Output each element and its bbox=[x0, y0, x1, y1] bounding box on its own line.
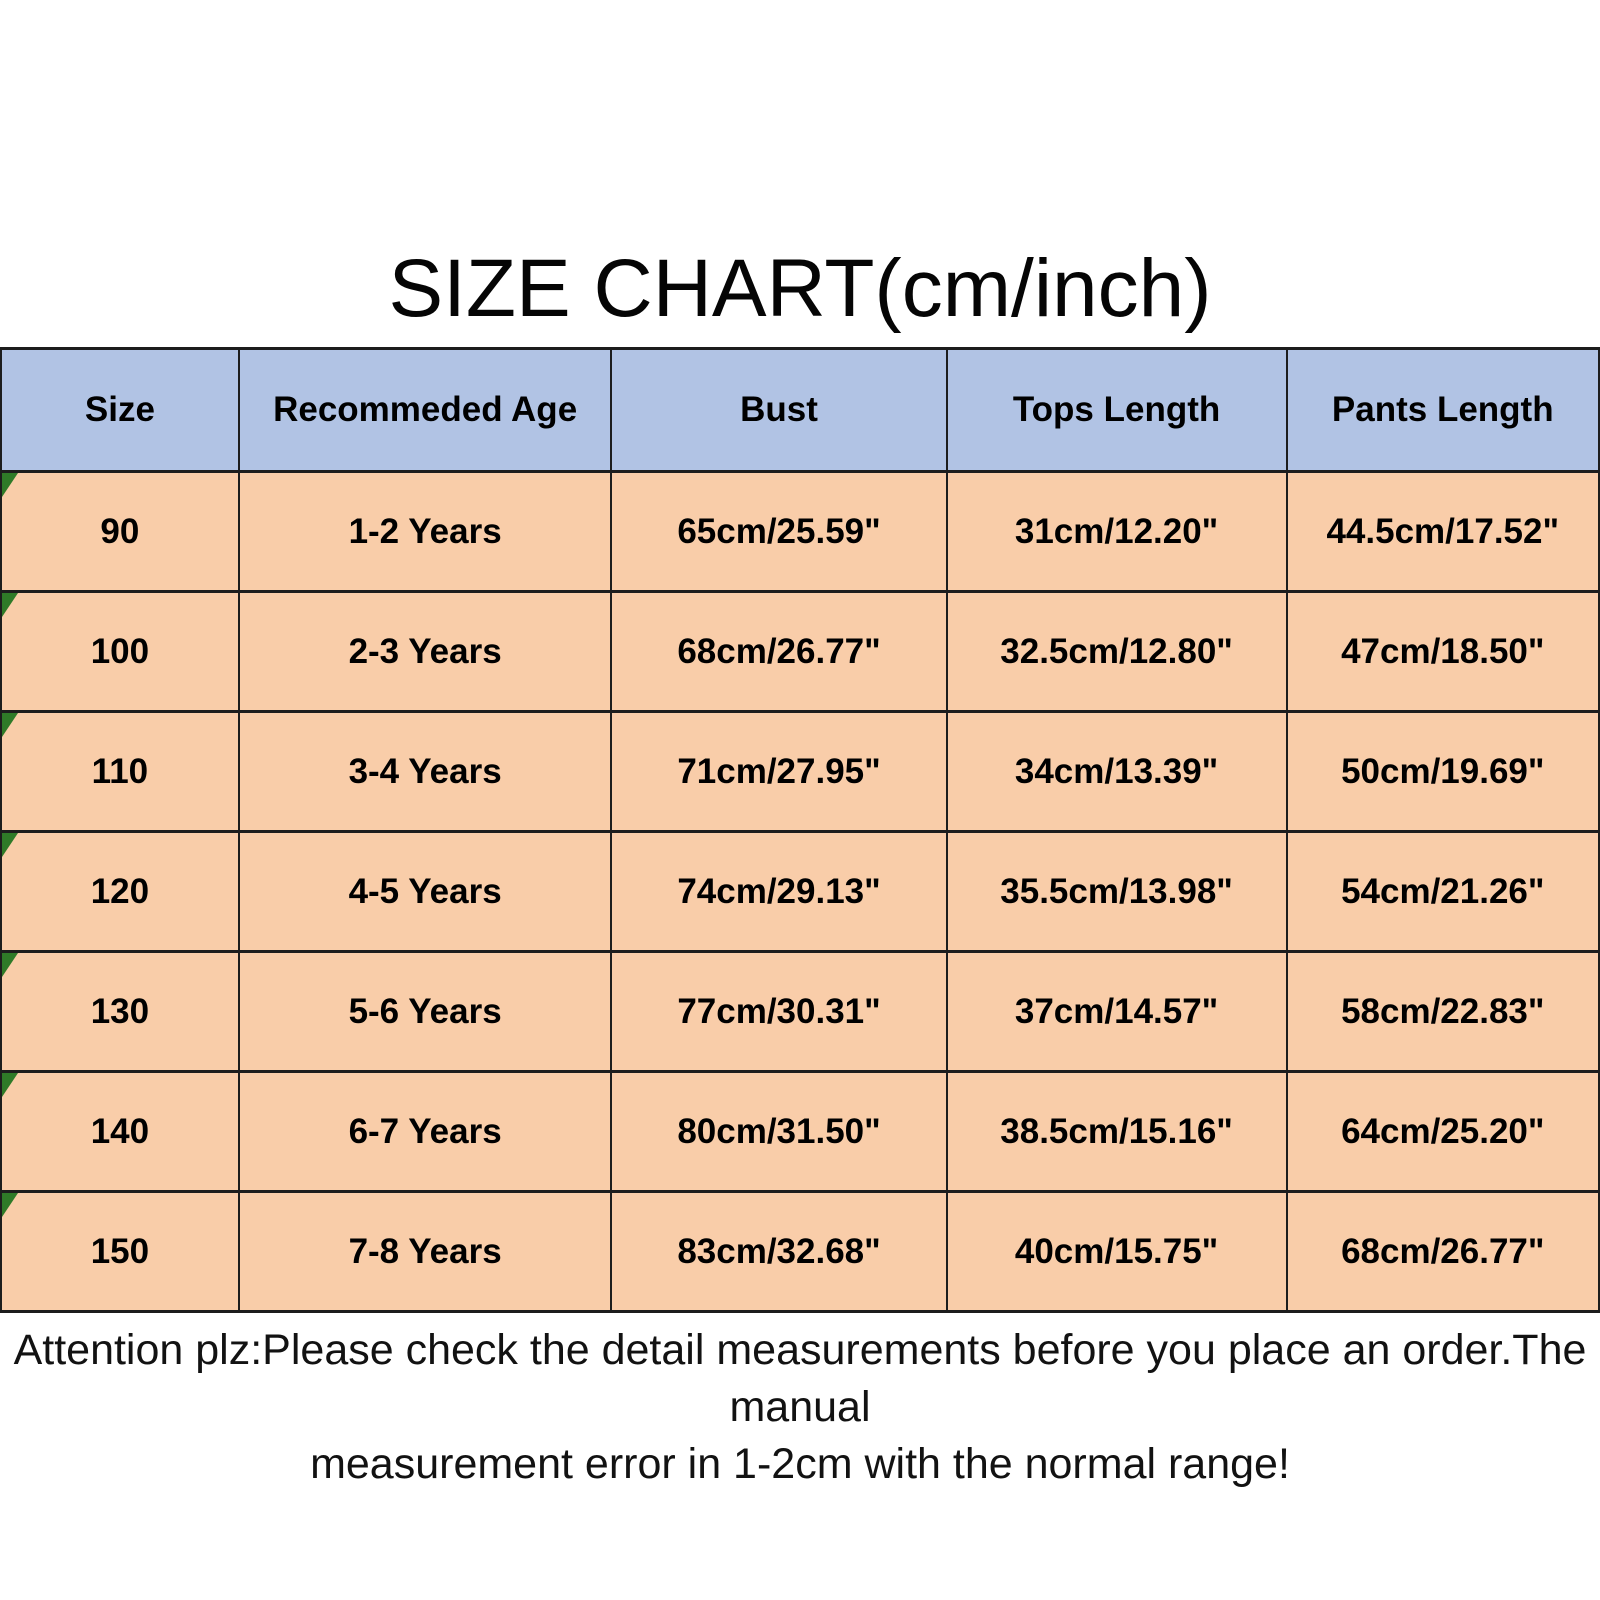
table-cell: 150 bbox=[2, 1193, 240, 1310]
table-header-row bbox=[2, 350, 1598, 470]
table-cell: 1-2 Years bbox=[240, 473, 613, 590]
column-header-age: Recommeded Age bbox=[240, 350, 613, 470]
table-cell: 40cm/15.75" bbox=[948, 1193, 1288, 1310]
table-cell: 47cm/18.50" bbox=[1341, 631, 1545, 671]
table-cell: 50cm/19.69" bbox=[1341, 751, 1545, 791]
table-cell: 64cm/25.20" bbox=[1341, 1111, 1545, 1151]
table-cell: 58cm/22.83" bbox=[1341, 991, 1545, 1031]
attention-note bbox=[0, 1322, 1600, 1492]
table-cell: 68cm/26.77" bbox=[612, 593, 947, 710]
size-table-body bbox=[2, 470, 1598, 1310]
table-cell: 38.5cm/15.16" bbox=[948, 1073, 1288, 1190]
table-row bbox=[2, 470, 1598, 590]
attention-note-line1: Attention plz:Please check the detail measurements before you place an order.The manual bbox=[13, 1326, 1587, 1431]
table-cell: 54cm/21.26" bbox=[1341, 871, 1545, 911]
table-cell: 4-5 Years bbox=[240, 833, 613, 950]
table-cell: 80cm/31.50" bbox=[612, 1073, 947, 1190]
table-row bbox=[2, 1070, 1598, 1190]
table-cell: 90 bbox=[2, 473, 240, 590]
table-cell: 7-8 Years bbox=[240, 1193, 613, 1310]
table-cell: 31cm/12.20" bbox=[948, 473, 1288, 590]
attention-note-line2: measurement error in 1-2cm with the normal range! bbox=[310, 1439, 1290, 1488]
table-cell: 68cm/26.77" bbox=[1341, 1231, 1545, 1271]
table-cell: 37cm/14.57" bbox=[948, 953, 1288, 1070]
table-cell: 32.5cm/12.80" bbox=[948, 593, 1288, 710]
table-cell: 71cm/27.95" bbox=[612, 713, 947, 830]
column-header-pants-length: Pants Length bbox=[1331, 390, 1554, 429]
table-cell: 34cm/13.39" bbox=[948, 713, 1288, 830]
table-cell: 2-3 Years bbox=[240, 593, 613, 710]
table-cell: 100 bbox=[2, 593, 240, 710]
table-cell: 6-7 Years bbox=[240, 1073, 613, 1190]
size-chart-table bbox=[0, 347, 1600, 1313]
table-row bbox=[2, 590, 1598, 710]
table-cell: 65cm/25.59" bbox=[612, 473, 947, 590]
table-cell: 130 bbox=[2, 953, 240, 1070]
table-cell: 74cm/29.13" bbox=[612, 833, 947, 950]
table-row bbox=[2, 1190, 1598, 1310]
table-row bbox=[2, 710, 1598, 830]
table-cell: 110 bbox=[2, 713, 240, 830]
table-cell: 35.5cm/13.98" bbox=[948, 833, 1288, 950]
table-cell: 77cm/30.31" bbox=[612, 953, 947, 1070]
column-header-size: Size bbox=[2, 350, 240, 470]
table-cell: 140 bbox=[2, 1073, 240, 1190]
table-row bbox=[2, 950, 1598, 1070]
table-cell: 3-4 Years bbox=[240, 713, 613, 830]
column-header-bust: Bust bbox=[612, 350, 947, 470]
table-cell: 44.5cm/17.52" bbox=[1326, 511, 1560, 551]
page-title: SIZE CHART(cm/inch) bbox=[388, 243, 1212, 334]
table-cell: 5-6 Years bbox=[240, 953, 613, 1070]
table-row bbox=[2, 830, 1598, 950]
table-cell: 83cm/32.68" bbox=[612, 1193, 947, 1310]
table-cell: 120 bbox=[2, 833, 240, 950]
column-header-tops-length: Tops Length bbox=[948, 350, 1288, 470]
